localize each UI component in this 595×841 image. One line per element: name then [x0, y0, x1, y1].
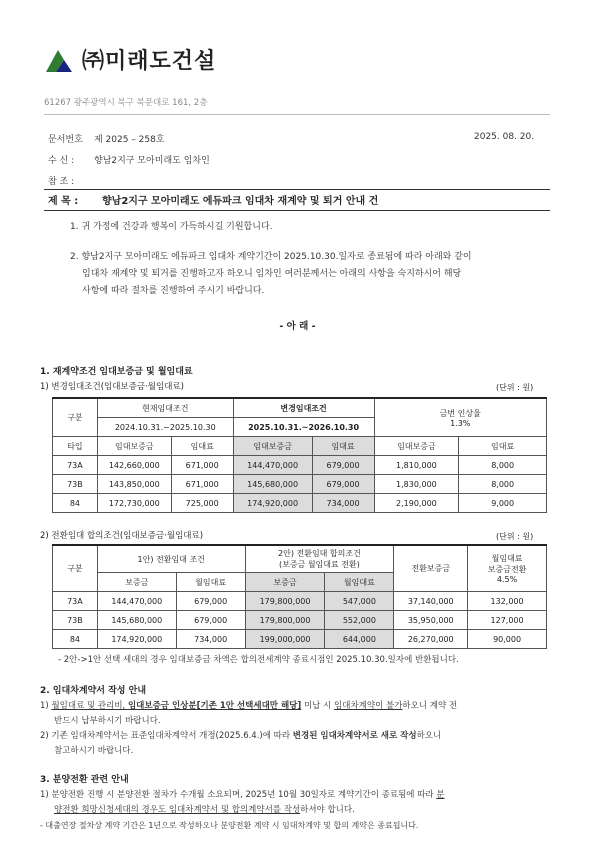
table-cell: 174,920,000: [233, 494, 312, 513]
header-cur-deposit: 임대보증금: [97, 437, 171, 456]
table-cell: 127,000: [468, 611, 547, 630]
table-cell: 26,270,000: [394, 630, 468, 649]
subject-top-rule: [44, 189, 550, 190]
header-inc-deposit: 임대보증금: [374, 437, 459, 456]
table-cell: 679,000: [176, 611, 245, 630]
header-increase: 금번 인상율 1.3%: [374, 398, 547, 437]
para-1: 1. 귀 가정에 건강과 행복이 가득하시길 기원합니다.: [70, 222, 273, 232]
section-3-item1-line2: 양전환 희망신청세대의 경우도 임대차계약서 및 합의계약서를 작성하셔야 합니다.: [54, 805, 355, 815]
header-new-rent: 임대료: [312, 437, 374, 456]
table-cell: 144,470,000: [97, 592, 176, 611]
section-2-item2: 2) 기존 임대차계약서는 표준임대차계약서 개정(2025.6.4.)에 따라 변경된 임대차계약서로 새로 작성하오니: [40, 731, 442, 741]
header-gubun: 구분: [53, 545, 98, 592]
table-cell: 679,000: [312, 475, 374, 494]
para-2-line2: 임대차 재계약 및 퇴거를 진행하고자 하오니 임차인 여러분께서는 아래의 사항을 숙지하시어 해당: [82, 269, 462, 279]
table-cell: 644,000: [325, 630, 394, 649]
table-cell: 9,000: [459, 494, 547, 513]
section-3-title: 3. 분양전환 관련 안내: [40, 775, 129, 785]
header-opt1-deposit: 보증금: [97, 573, 176, 592]
table-cell: 199,000,000: [245, 630, 325, 649]
table-cell: 679,000: [176, 592, 245, 611]
table-row: [53, 398, 547, 418]
para-2-line1: 2. 향남2지구 모아미래도 에듀파크 임대차 계약기간이 2025.10.30.일자로 종료됨에 따라 아래와 같이: [70, 252, 472, 262]
header-new-deposit: 임대보증금: [233, 437, 312, 456]
table-cell: 145,680,000: [97, 611, 176, 630]
table-row: [53, 475, 547, 494]
table-row: [53, 592, 547, 611]
section-1-sub2: 2) 전환임대 합의조건(임대보증금·월임대료): [40, 531, 204, 541]
table-cell: 179,800,000: [245, 611, 325, 630]
table-cell: 8,000: [459, 456, 547, 475]
section-2-item1: 1) 월임대료 및 관리비, 임대보증금 인상분[기존 1안 선택세대만 해당] 미납 시 임대차계약이 불가하오니 계약 전: [40, 701, 458, 711]
table-row: [53, 630, 547, 649]
table-cell: 84: [53, 630, 98, 649]
header-new: 변경임대조건: [233, 398, 374, 418]
recipient: 수 신 : 향남2지구 모아미래도 임차인: [48, 156, 210, 166]
conversion-table: [52, 544, 547, 649]
header-option1: 1안) 전환임대 조건: [97, 545, 245, 573]
unit-label-1: (단위 : 원): [496, 383, 534, 392]
table-cell: 143,850,000: [97, 475, 171, 494]
table-cell: 8,000: [459, 475, 547, 494]
table-cell: 145,680,000: [233, 475, 312, 494]
below-heading: - 아 래 -: [279, 321, 316, 332]
table-cell: 1,830,000: [374, 475, 459, 494]
section-1-title: 1. 재계약조건 임대보증금 및 월임대료: [40, 367, 193, 377]
company-logo-icon: [44, 46, 76, 74]
table-cell: 1,810,000: [374, 456, 459, 475]
table-cell: 73A: [53, 592, 98, 611]
table-cell: 679,000: [312, 456, 374, 475]
table-cell: 734,000: [312, 494, 374, 513]
rent-change-table: [52, 397, 547, 513]
section-1-sub1: 1) 변경임대조건(임대보증금·월임대료): [40, 382, 184, 392]
header-conversion-rate: 월임대료 보증금전환 4.5%: [468, 545, 547, 592]
doc-date: 2025. 08. 20.: [474, 132, 535, 142]
company-address: 61267 광주광역시 북구 북문대로 161, 2층: [44, 98, 208, 108]
table-cell: 73B: [53, 611, 98, 630]
doc-number: 문서번호 제 2025 – 258호: [48, 135, 165, 145]
subject-bottom-rule: [44, 210, 550, 211]
table-cell: 552,000: [325, 611, 394, 630]
table-cell: 144,470,000: [233, 456, 312, 475]
section-3-item1: 1) 분양전환 진행 시 분양전환 절차가 수개월 소요되며, 2025년 10월 30일자로 계약기간이 종료됨에 따라 분: [40, 790, 445, 800]
table-cell: 174,920,000: [97, 630, 176, 649]
table-cell: 84: [53, 494, 98, 513]
table-cell: 547,000: [325, 592, 394, 611]
header-opt2-deposit: 보증금: [245, 573, 325, 592]
section-3-note: - 대출연장 절차상 계약 기간은 1년으로 작성하오나 분양전환 계약 시 임대차계약 및 합의 계약은 종료됩니다.: [40, 821, 419, 830]
header-divider: [44, 114, 550, 115]
header-conversion-deposit: 전환보증금: [394, 545, 468, 592]
header-inc-rent: 임대료: [459, 437, 547, 456]
table-row: [53, 494, 547, 513]
table-cell: 132,000: [468, 592, 547, 611]
table-cell: 725,000: [171, 494, 233, 513]
table-row: [53, 545, 547, 573]
section-2-item2-line2: 참고하시기 바랍니다.: [54, 746, 134, 756]
table-row: [53, 611, 547, 630]
header-opt2-rent: 월임대료: [325, 573, 394, 592]
table-cell: 73B: [53, 475, 98, 494]
header-current: 현재임대조건: [97, 398, 233, 418]
unit-label-2: (단위 : 원): [496, 532, 534, 541]
table-cell: 734,000: [176, 630, 245, 649]
table-cell: 671,000: [171, 475, 233, 494]
header-cur-rent: 임대료: [171, 437, 233, 456]
header-new-period: 2025.10.31.~2026.10.30: [233, 418, 374, 437]
table-cell: 2,190,000: [374, 494, 459, 513]
subject: 제 목 : 향남2지구 모아미래도 에듀파크 임대차 재계약 및 퇴거 안내 건: [48, 196, 379, 207]
table-row: [53, 437, 547, 456]
reference: 참 조 :: [48, 177, 75, 187]
table-cell: 671,000: [171, 456, 233, 475]
header-type: 타입: [53, 437, 98, 456]
table-cell: 73A: [53, 456, 98, 475]
header-current-period: 2024.10.31.~2025.10.30: [97, 418, 233, 437]
company-logo: [44, 44, 216, 75]
table-cell: 179,800,000: [245, 592, 325, 611]
company-name: ㈜미래도건설: [82, 49, 217, 74]
header-opt1-rent: 월임대료: [176, 573, 245, 592]
table-cell: 142,660,000: [97, 456, 171, 475]
section-2-item1-line2: 반드시 납부하시기 바랍니다.: [54, 716, 161, 726]
table-cell: 37,140,000: [394, 592, 468, 611]
para-2-line3: 사항에 따라 절차를 진행하여 주시기 바랍니다.: [82, 286, 265, 296]
header-gubun: 구분: [53, 398, 98, 437]
table-cell: 90,000: [468, 630, 547, 649]
table-cell: 35,950,000: [394, 611, 468, 630]
table-cell: 172,730,000: [97, 494, 171, 513]
header-option2: 2안) 전환임대 합의조건 (보증금 월임대료 전환): [245, 545, 394, 573]
table-row: [53, 456, 547, 475]
section-2-title: 2. 임대차계약서 작성 안내: [40, 686, 147, 696]
section-1-note: - 2안->1안 선택 세대의 경우 임대보증금 차액은 합의전세계약 종료시점인 2025.10.30.일자에 반환됩니다.: [58, 655, 459, 665]
